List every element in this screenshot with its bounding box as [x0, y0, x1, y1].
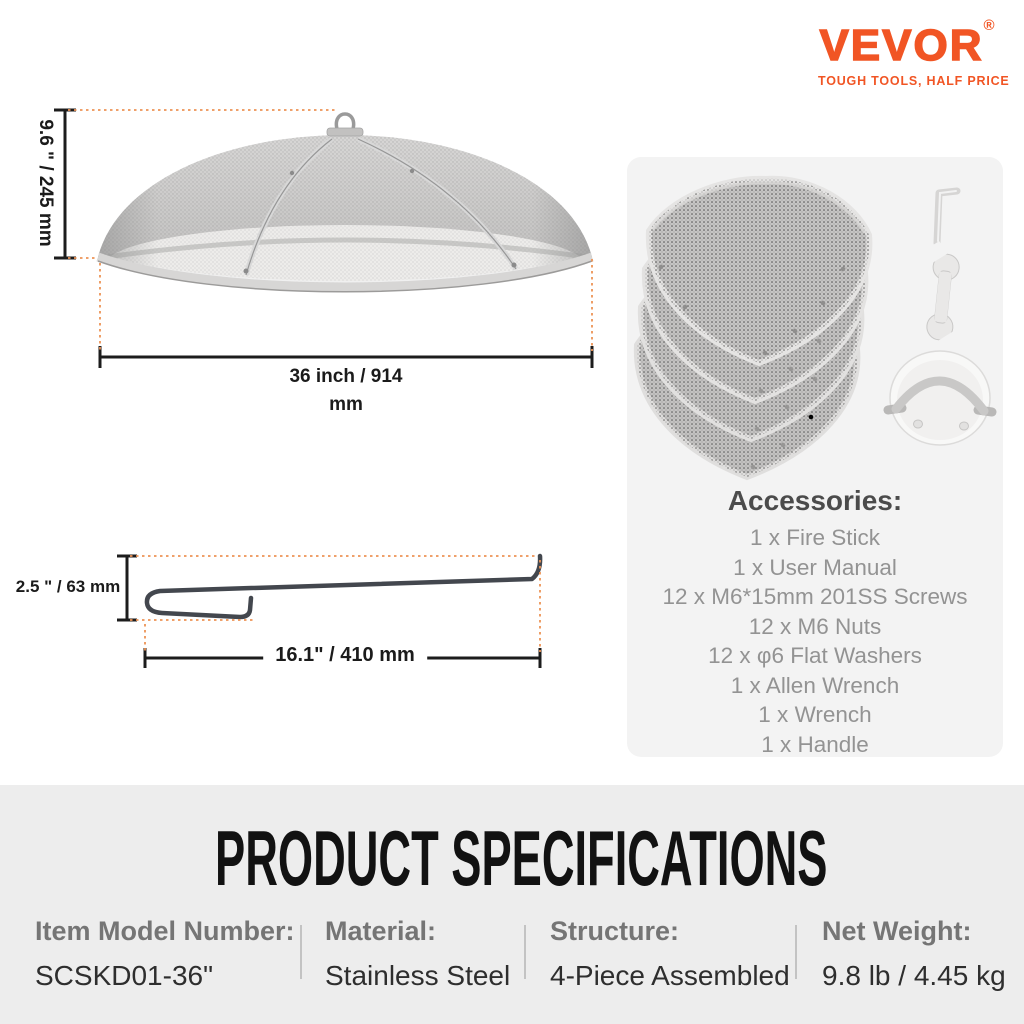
- column-divider: [524, 925, 526, 979]
- brand-name: VEVOR: [819, 21, 984, 70]
- spec-column: [0, 918, 300, 990]
- column-divider: [795, 925, 797, 979]
- accessory-item: 1 x User Manual: [733, 554, 897, 580]
- dome-height-dimension: 9.6 " / 245 mm: [35, 119, 56, 247]
- allen-wrench-icon: [937, 191, 957, 243]
- product-specifications-section: [0, 785, 1024, 1024]
- accessories-title: Accessories:: [727, 485, 903, 516]
- dome-width-dimension: 36 inch / 914 mm: [289, 366, 403, 415]
- spec-value: 9.8 lb / 4.45 kg: [822, 960, 1006, 991]
- spec-columns: [0, 918, 1024, 990]
- handle-icon: [888, 351, 992, 445]
- accessory-item: 12 x M6 Nuts: [748, 613, 882, 639]
- spec-value: 4-Piece Assembled: [550, 960, 790, 991]
- poker-length-dimension: 16.1" / 410 mm: [263, 638, 427, 673]
- spec-label: Item Model Number:: [35, 916, 295, 946]
- spec-value: SCSKD01-36": [35, 960, 214, 991]
- spec-column: [300, 918, 524, 990]
- spec-label: Material:: [325, 916, 437, 946]
- brand-wordmark: [818, 17, 996, 70]
- brand-logo: [818, 17, 1010, 88]
- spec-label: Structure:: [550, 916, 680, 946]
- accessory-item: 1 x Handle: [761, 731, 869, 757]
- spec-column: [795, 918, 1024, 990]
- spec-column: [524, 918, 795, 990]
- section-title: PRODUCT SPECIFICATIONS: [215, 814, 828, 902]
- accessory-item: 12 x φ6 Flat Washers: [708, 643, 922, 668]
- mesh-panel-stack: [637, 179, 870, 477]
- wrench-icon: [914, 240, 971, 355]
- spec-value: Stainless Steel: [325, 960, 511, 991]
- accessory-item: 1 x Wrench: [758, 702, 872, 727]
- dome-top-loop: [327, 114, 363, 136]
- accessories-panel: [627, 157, 1003, 757]
- accessory-item: 1 x Fire Stick: [749, 525, 881, 550]
- column-divider: [300, 925, 302, 979]
- registered-mark: ®: [983, 17, 995, 35]
- fire-poker-illustration: [147, 556, 540, 617]
- accessories-list: [627, 523, 1003, 759]
- brand-tagline: TOUGH TOOLS, HALF PRICE: [818, 74, 1010, 88]
- poker-height-dimension: 2.5 " / 63 mm: [15, 577, 121, 596]
- dome-screen-illustration: [98, 114, 592, 305]
- accessory-item: 1 x Allen Wrench: [730, 672, 900, 698]
- accessories-illustration: [627, 157, 1003, 487]
- accessory-item: 12 x M6*15mm 201SS Screws: [662, 584, 968, 609]
- spec-label: Net Weight:: [822, 916, 972, 946]
